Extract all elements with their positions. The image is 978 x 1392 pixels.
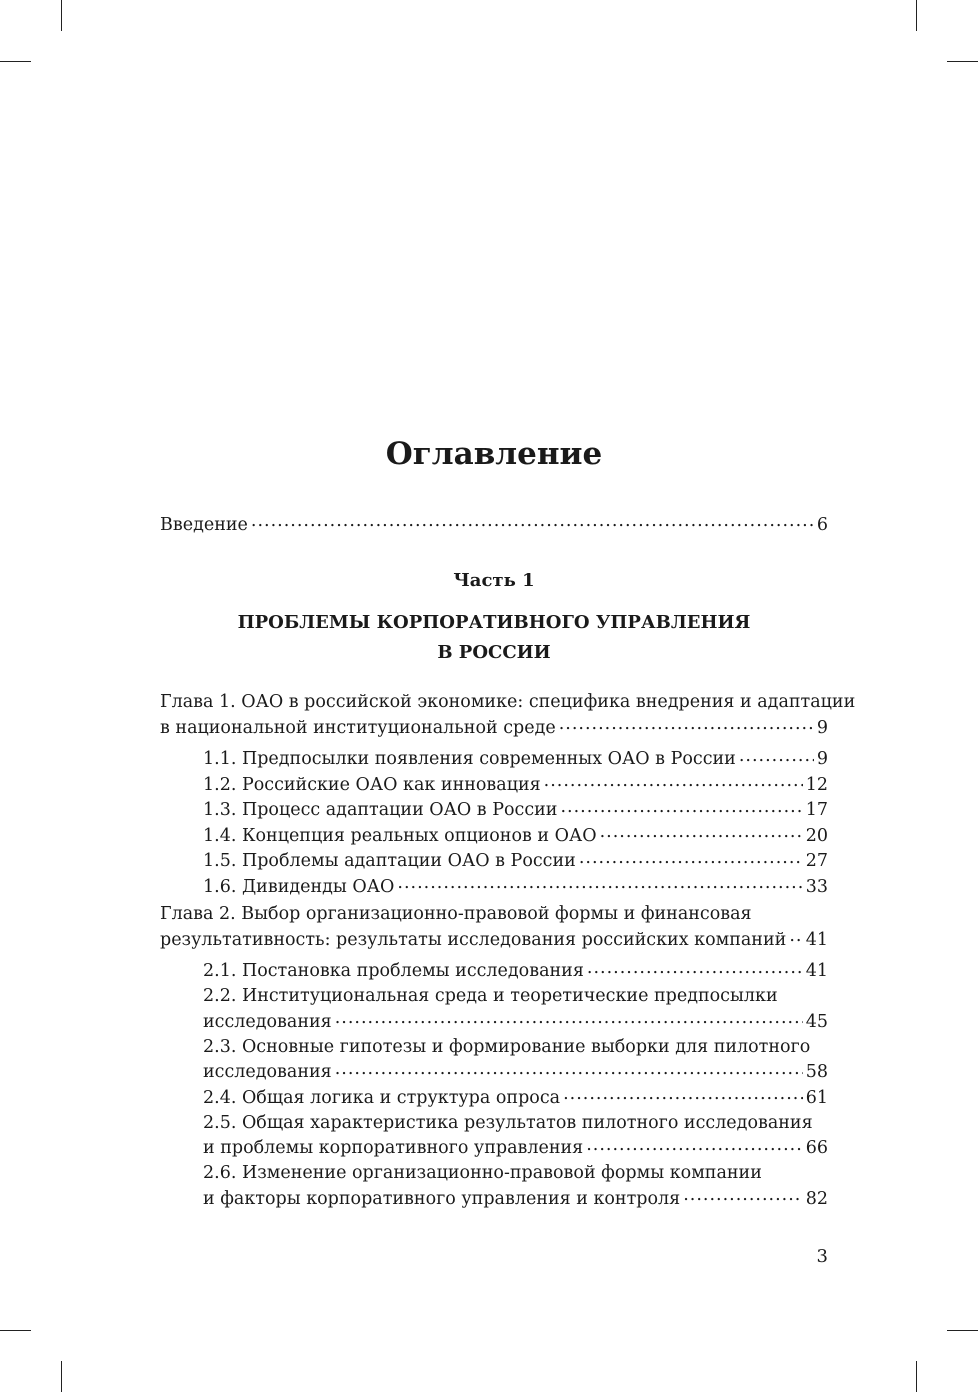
toc-section-1-3[interactable] — [203, 798, 828, 824]
leader-dots — [586, 1136, 803, 1154]
toc-section-1-4[interactable] — [203, 823, 828, 849]
toc-entry-page: 41 — [805, 961, 828, 981]
leader-dots — [560, 798, 802, 816]
leader-dots — [683, 1186, 803, 1204]
toc-section-2-3-line2[interactable] — [203, 1060, 828, 1086]
toc-section-2-3-line1[interactable]: 2.3. Основные гипотезы и формирование выборки для пилотного — [203, 1036, 811, 1057]
toc-section-2-5-line2[interactable] — [203, 1136, 828, 1162]
toc-section-1-6[interactable] — [203, 874, 828, 900]
part-label: Часть 1 — [453, 570, 535, 591]
toc-entry-label: 1.1. Предпосылки появления современных ОАО в России — [203, 749, 736, 769]
toc-entry-label: 1.2. Российские ОАО как инновация — [203, 774, 541, 795]
crop-mark-bottom-left — [61, 1361, 62, 1392]
leader-dots — [587, 959, 803, 977]
crop-mark-top-left — [61, 0, 62, 31]
toc-section-1-1[interactable] — [203, 747, 828, 773]
crop-mark-bottom-right — [916, 1361, 917, 1392]
toc-section-2-2-line2[interactable] — [203, 1009, 828, 1035]
chapter-2-title-line1[interactable]: Глава 2. Выбор организационно-правовой формы и финансовая — [160, 904, 752, 924]
part-heading-line1: ПРОБЛЕМЫ КОРПОРАТИВНОГО УПРАВЛЕНИЯ — [237, 612, 751, 633]
leader-dots — [335, 1060, 803, 1078]
toc-entry-label: 1.6. Дивиденды ОАО — [203, 876, 395, 897]
toc-chapter-2 — [160, 902, 828, 1212]
toc-section-2-6-line2[interactable] — [203, 1186, 828, 1212]
crop-mark-top-right — [916, 0, 917, 31]
toc-entry-page: 41 — [805, 929, 828, 950]
leader-dots — [789, 927, 802, 945]
toc-entry-label: и факторы корпоративного управления и контроля — [203, 1188, 681, 1209]
toc-entry-page: 12 — [805, 774, 828, 795]
toc-entry-label: исследования — [203, 1062, 332, 1082]
toc-entry[interactable] — [160, 512, 828, 538]
toc-entry-label: 1.5. Проблемы адаптации ОАО в России — [203, 851, 576, 871]
chapter-2-title-line2[interactable] — [160, 927, 828, 953]
leader-dots — [335, 1009, 803, 1027]
toc-entry-page: 20 — [805, 825, 828, 846]
crop-mark-top-right-h — [947, 61, 978, 62]
toc-entry-label: 1.4. Концепция реальных опционов и ОАО — [203, 825, 597, 846]
toc-entry-page: 9 — [816, 717, 828, 738]
chapter-1-title-line1[interactable]: Глава 1. ОАО в российской экономике: специфика внедрения и адаптации — [160, 692, 856, 712]
toc-section-2-6-line1[interactable]: 2.6. Изменение организационно-правовой формы компании — [203, 1163, 762, 1183]
toc-entry-label: Введение — [160, 514, 248, 535]
chapter-1-title-line2[interactable] — [160, 715, 828, 741]
toc-entry-page: 6 — [816, 514, 828, 535]
toc-entry-label: результативность: результаты исследования российских компаний — [160, 929, 787, 950]
toc-entry-page: 45 — [805, 1011, 828, 1032]
toc-entry-page: 58 — [805, 1062, 828, 1082]
leader-dots — [397, 874, 802, 892]
toc-entry-page: 33 — [805, 876, 828, 897]
leader-dots — [544, 772, 803, 790]
toc-entry-page: 17 — [805, 800, 828, 820]
leader-dots — [559, 715, 814, 733]
toc-entry-label: 2.4. Общая логика и структура опроса — [203, 1087, 561, 1108]
page-number: 3 — [816, 1246, 828, 1267]
crop-mark-bottom-right-h — [947, 1330, 978, 1331]
toc-entry-page: 9 — [816, 749, 828, 769]
part-heading-line2: В РОССИИ — [437, 642, 551, 663]
leader-dots — [600, 823, 803, 841]
toc-section-2-4[interactable] — [203, 1085, 828, 1111]
toc-entry-page: 82 — [805, 1188, 828, 1209]
toc-entry-label: и проблемы корпоративного управления — [203, 1138, 584, 1158]
toc-entry-label: 2.1. Постановка проблемы исследования — [203, 961, 584, 981]
crop-mark-bottom-left-h — [0, 1330, 31, 1331]
toc-section-2-1[interactable] — [203, 959, 828, 985]
leader-dots — [251, 512, 814, 530]
toc-section-2-5-line1[interactable]: 2.5. Общая характеристика результатов пилотного исследования — [203, 1112, 813, 1133]
page-title: Оглавление — [385, 436, 603, 472]
toc-section-1-2[interactable] — [203, 772, 828, 798]
toc-entry-label: 1.3. Процесс адаптации ОАО в России — [203, 800, 558, 820]
toc-section-1-5[interactable] — [203, 849, 828, 875]
toc-entry-page: 66 — [805, 1138, 828, 1158]
toc-chapter-1 — [160, 690, 856, 900]
toc-entry-label: исследования — [203, 1011, 332, 1032]
leader-dots — [563, 1085, 803, 1103]
crop-mark-top-left-h — [0, 61, 31, 62]
toc-intro — [160, 512, 828, 538]
toc-entry-label: в национальной институциональной среде — [160, 717, 556, 738]
leader-dots — [579, 849, 803, 867]
leader-dots — [739, 747, 814, 765]
toc-entry-page: 27 — [805, 851, 828, 871]
toc-entry-page: 61 — [805, 1087, 828, 1108]
toc-section-2-2-line1[interactable]: 2.2. Институциональная среда и теоретические предпосылки — [203, 986, 778, 1006]
